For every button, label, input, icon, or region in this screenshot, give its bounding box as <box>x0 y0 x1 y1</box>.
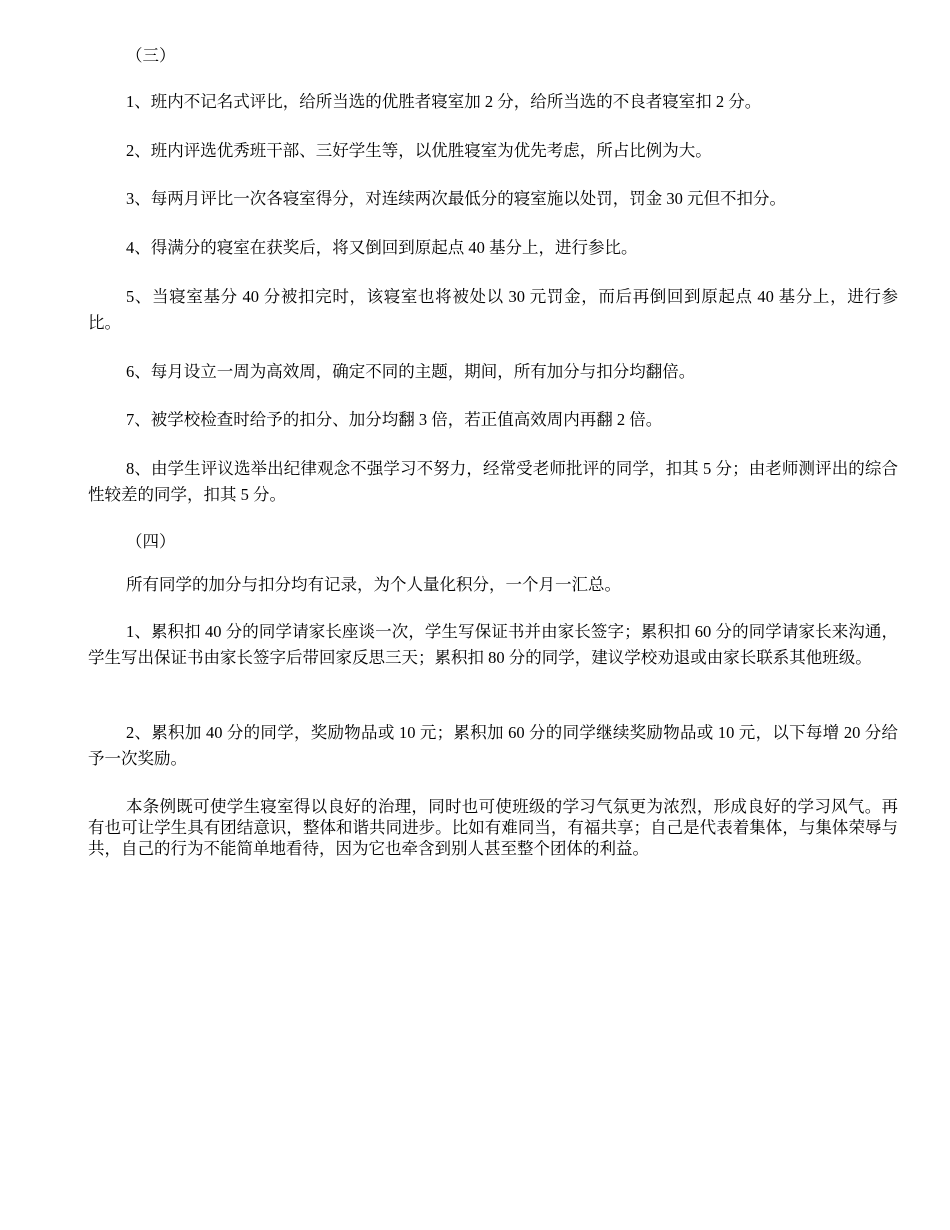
section-4-heading: （四） <box>126 532 176 551</box>
section-3-item-2: 2、班内评选优秀班干部、三好学生等，以优胜寝室为优先考虑，所占比例为大。 <box>126 141 712 160</box>
section-3-item-8: 8、由学生评议选举出纪律观念不强学习不努力，经常受老师批评的同学，扣其 5 分；由老师测评出的综合性较差的同学，扣其 5 分。 <box>88 459 898 504</box>
conclusion-paragraph: 本条例既可使学生寝室得以良好的治理，同时也可使班级的学习气氛更为浓烈，形成良好的学习风气。再有也可让学生具有团结意识，整体和谐共同进步。比如有难同当，有福共享；自己是代表着集体，与集体荣辱与共，自己的行为不能简单地看待，因为它也牵含到别人甚至整个团体的利益。 <box>88 797 898 858</box>
section-3-item-4: 4、得满分的寝室在获奖后，将又倒回到原起点 40 基分上，进行参比。 <box>126 238 638 257</box>
section-3-item-6: 6、每月设立一周为高效周，确定不同的主题，期间，所有加分与扣分均翻倍。 <box>126 362 696 381</box>
section-4-intro: 所有同学的加分与扣分均有记录，为个人量化积分，一个月一汇总。 <box>126 575 621 594</box>
section-3-item-1: 1、班内不记名式评比，给所当选的优胜者寝室加 2 分，给所当选的不良者寝室扣 2 分。 <box>126 92 762 111</box>
section-4-item-1: 1、累积扣 40 分的同学请家长座谈一次，学生写保证书并由家长签字；累积扣 60 分的同学请家长来沟通，学生写出保证书由家长签字后带回家反思三天；累积扣 80 分的同学，建议学校劝退或由家长联系其他班级。 <box>88 622 898 667</box>
section-3-heading: （三） <box>126 46 176 65</box>
section-3-item-5: 5、当寝室基分 40 分被扣完时，该寝室也将被处以 30 元罚金，而后再倒回到原起点 40 基分上，进行参比。 <box>88 287 898 332</box>
section-4-item-2: 2、累积加 40 分的同学，奖励物品或 10 元；累积加 60 分的同学继续奖励物品或 10 元，以下每增 20 分给予一次奖励。 <box>88 723 898 768</box>
section-3-item-3: 3、每两月评比一次各寝室得分，对连续两次最低分的寝室施以处罚，罚金 30 元但不扣分。 <box>126 189 786 208</box>
section-3-item-7: 7、被学校检查时给予的扣分、加分均翻 3 倍，若正值高效周内再翻 2 倍。 <box>126 410 663 429</box>
